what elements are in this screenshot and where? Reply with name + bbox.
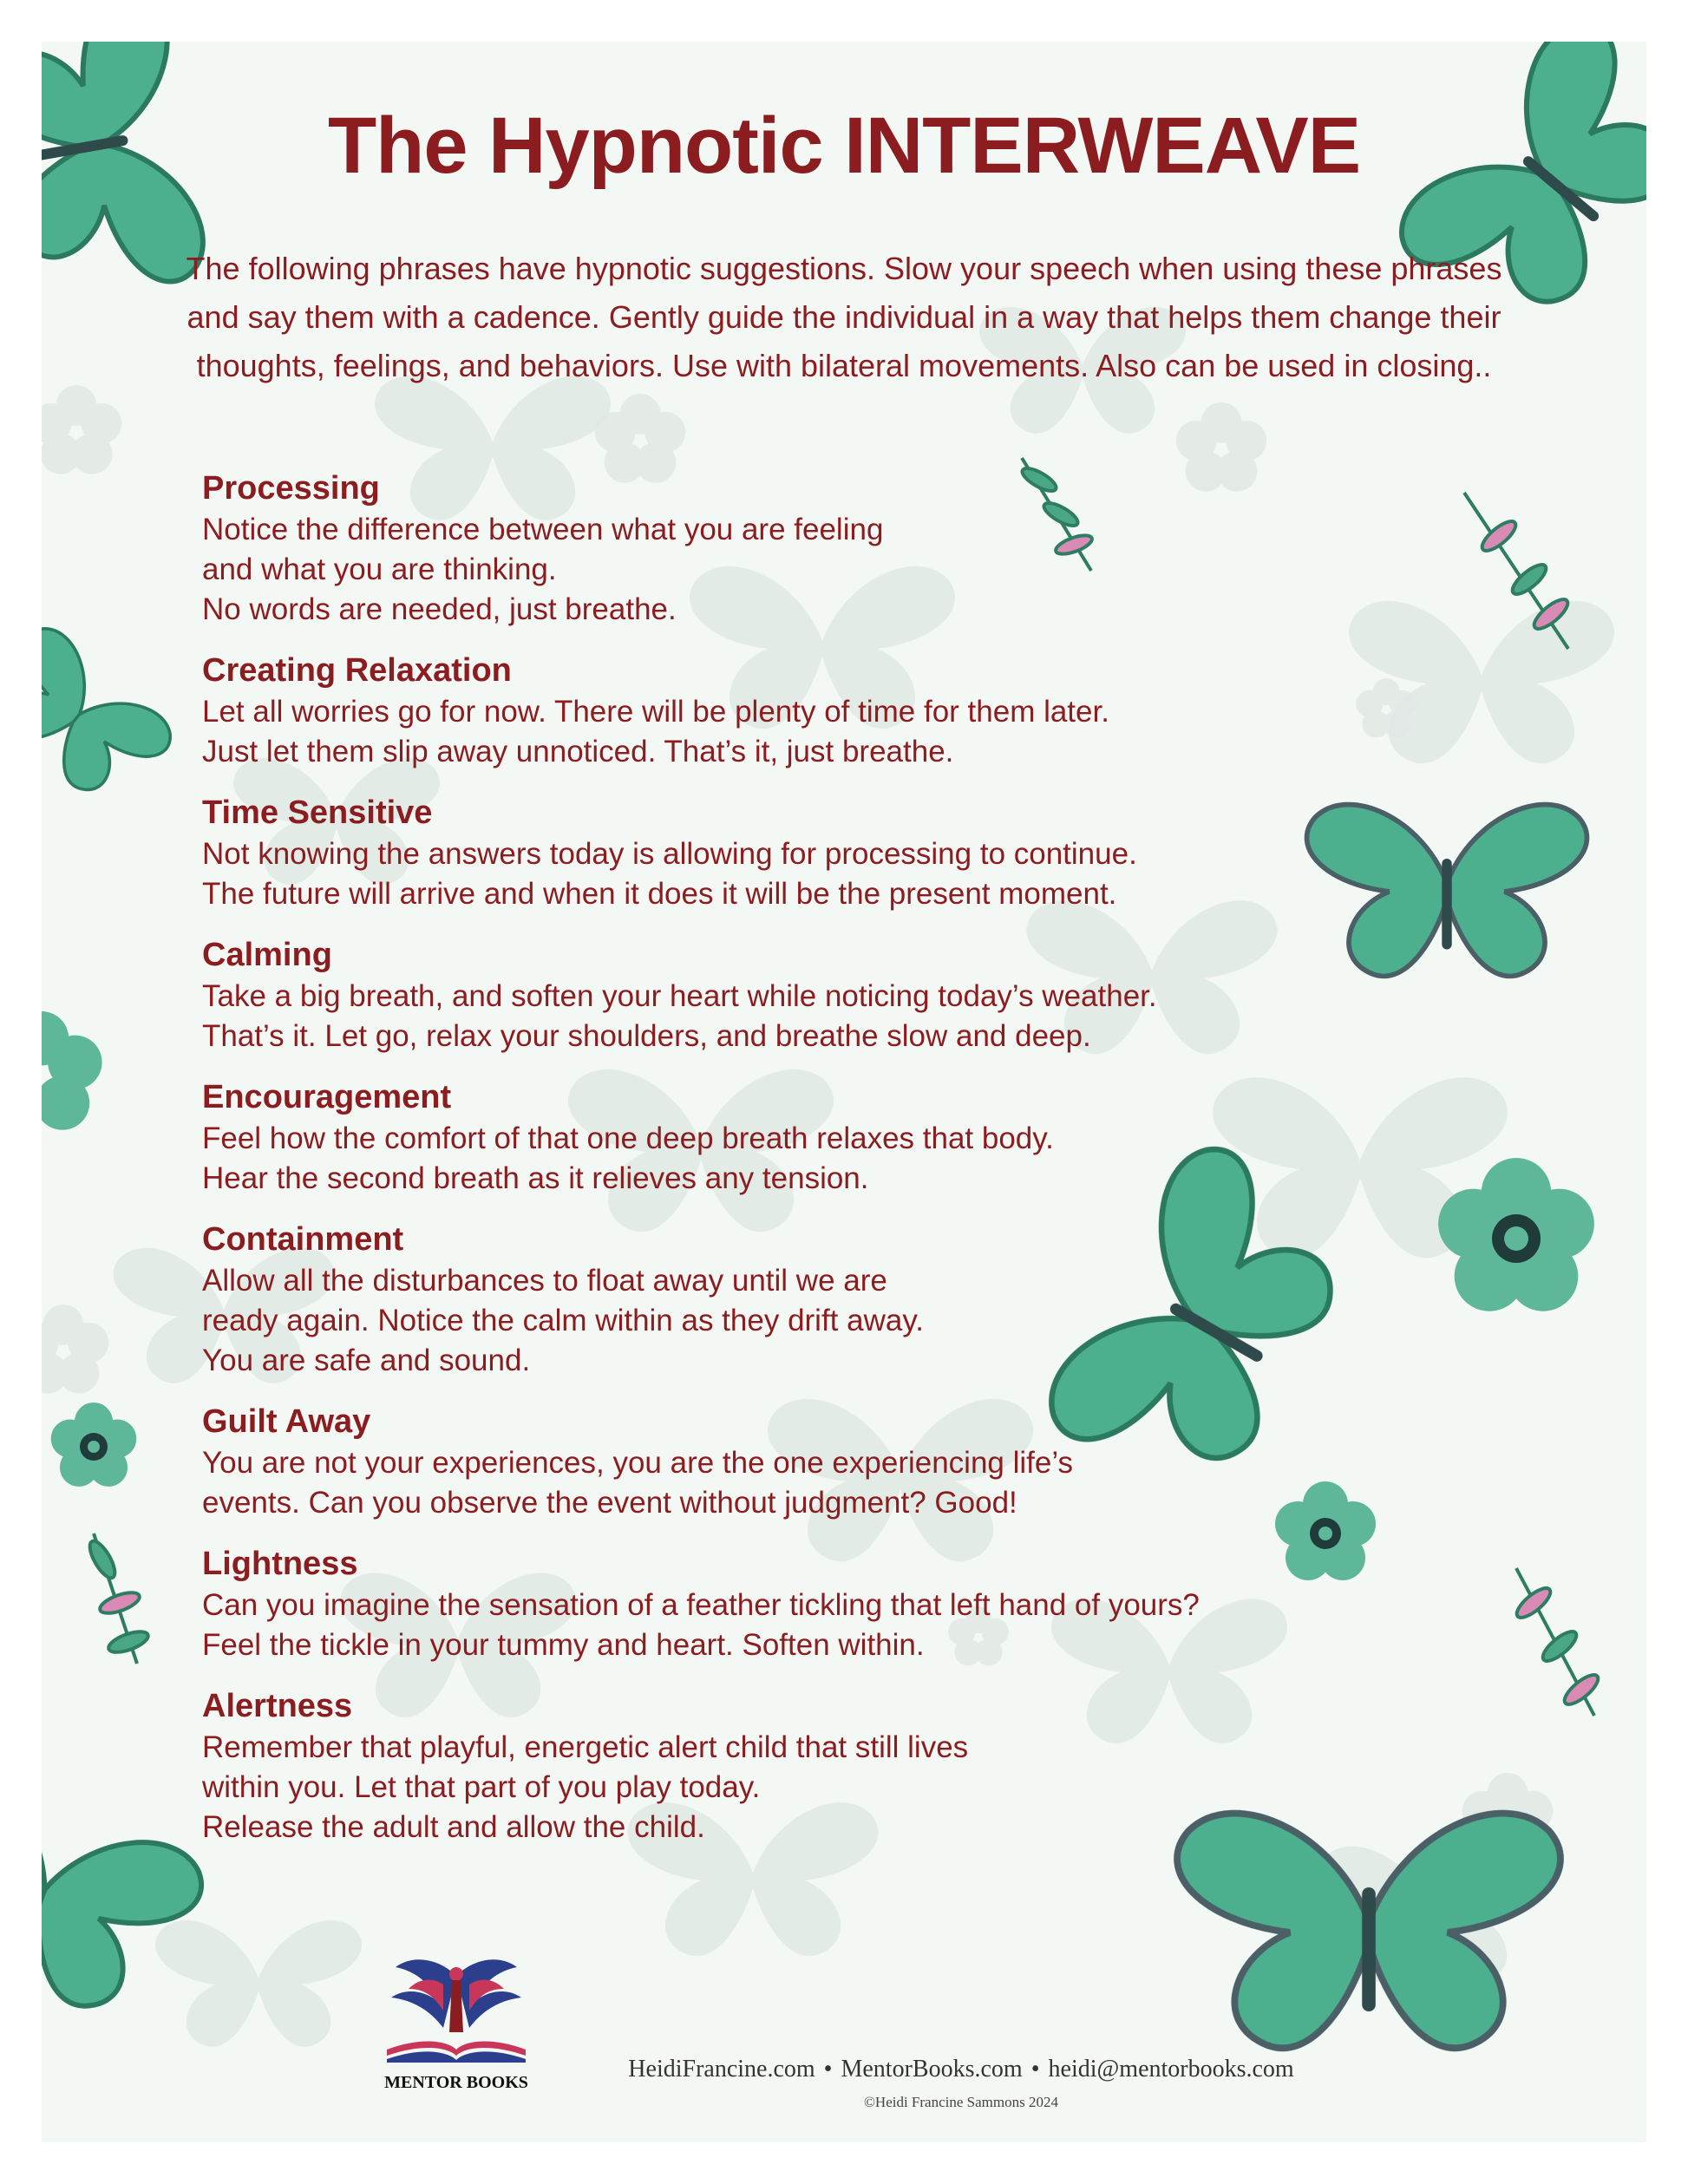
section-line: Not knowing the answers today is allowing for processing to continue. xyxy=(202,837,1137,871)
section-line: Hear the second breath as it relieves any tension. xyxy=(202,1161,869,1195)
mentor-books-logo xyxy=(370,1950,543,2102)
email-link[interactable]: heidi@mentorbooks.com xyxy=(1048,2056,1294,2083)
section-line: and what you are thinking. xyxy=(202,553,557,586)
section-line: You are safe and sound. xyxy=(202,1344,531,1377)
section-line: Release the adult and allow the child. xyxy=(202,1810,705,1844)
section-line: The future will arrive and when it does it will be the present moment. xyxy=(202,877,1117,911)
section-line: Take a big breath, and soften your heart while noticing today’s weather. xyxy=(202,979,1157,1013)
section-line: Notice the difference between what you are feeling xyxy=(202,513,884,546)
section-heading: Encouragement xyxy=(202,1079,452,1115)
page-sheet xyxy=(42,42,1646,2142)
section-line: ready again. Notice the calm within as they drift away. xyxy=(202,1304,924,1337)
section-line: Can you imagine the sensation of a feather tickling that left hand of yours? xyxy=(202,1588,1200,1622)
section-line: Just let them slip away unnoticed. That’s it, just breathe. xyxy=(202,735,954,768)
section-calming xyxy=(202,933,1416,1056)
separator: • xyxy=(823,2056,833,2083)
section-heading: Alertness xyxy=(202,1688,353,1724)
page-title: The Hypnotic INTERWEAVE xyxy=(327,101,1361,190)
section-line: Let all worries go for now. There will be plenty of time for them later. xyxy=(202,695,1109,729)
section-heading: Containment xyxy=(202,1221,404,1258)
section-line: That’s it. Let go, relax your shoulders, and breathe slow and deep. xyxy=(202,1019,1091,1053)
section-heading: Processing xyxy=(202,470,380,507)
section-encouragement xyxy=(202,1076,1416,1199)
section-line: Allow all the disturbances to float away until we are xyxy=(202,1264,887,1298)
copyright-notice: ©Heidi Francine Sammons 2024 xyxy=(864,2094,1058,2110)
section-line: You are not your experiences, you are the one experiencing life’s xyxy=(202,1446,1073,1480)
website-link[interactable]: HeidiFrancine.com xyxy=(628,2056,815,2083)
section-heading: Guilt Away xyxy=(202,1403,371,1440)
section-containment xyxy=(202,1218,1416,1381)
phoenix-book-icon xyxy=(370,1950,543,2071)
logo-text: MENTOR BOOKS xyxy=(384,2073,528,2092)
intro-paragraph: The following phrases have hypnotic suggestions. Slow your speech when using these phrases and say them with a cadence. Gently guide the individual in a way that helps them change their thoughts, feelings, and behaviors. Use with bilateral movements. Also can be used in closing.. xyxy=(186,251,1502,383)
phrase-sections xyxy=(202,467,1416,1867)
section-line: Feel the tickle in your tummy and heart. Soften within. xyxy=(202,1628,925,1662)
section-alertness xyxy=(202,1684,1416,1847)
footer-links xyxy=(527,2056,1395,2083)
separator: • xyxy=(1030,2056,1040,2083)
section-line: No words are needed, just breathe. xyxy=(202,592,677,626)
section-heading: Lightness xyxy=(202,1546,358,1582)
section-lightness xyxy=(202,1542,1416,1665)
section-processing xyxy=(202,467,1416,630)
section-heading: Calming xyxy=(202,937,332,973)
section-time-sensitive xyxy=(202,791,1416,914)
section-heading: Creating Relaxation xyxy=(202,652,512,689)
section-line: Remember that playful, energetic alert child that still lives xyxy=(202,1730,969,1764)
section-guilt-away xyxy=(202,1400,1416,1523)
section-creating-relaxation xyxy=(202,649,1416,772)
website-link[interactable]: MentorBooks.com xyxy=(841,2056,1023,2083)
section-heading: Time Sensitive xyxy=(202,794,433,831)
section-line: Feel how the comfort of that one deep breath relaxes that body. xyxy=(202,1121,1054,1155)
section-line: events. Can you observe the event without judgment? Good! xyxy=(202,1486,1017,1520)
section-line: within you. Let that part of you play today. xyxy=(202,1770,761,1804)
